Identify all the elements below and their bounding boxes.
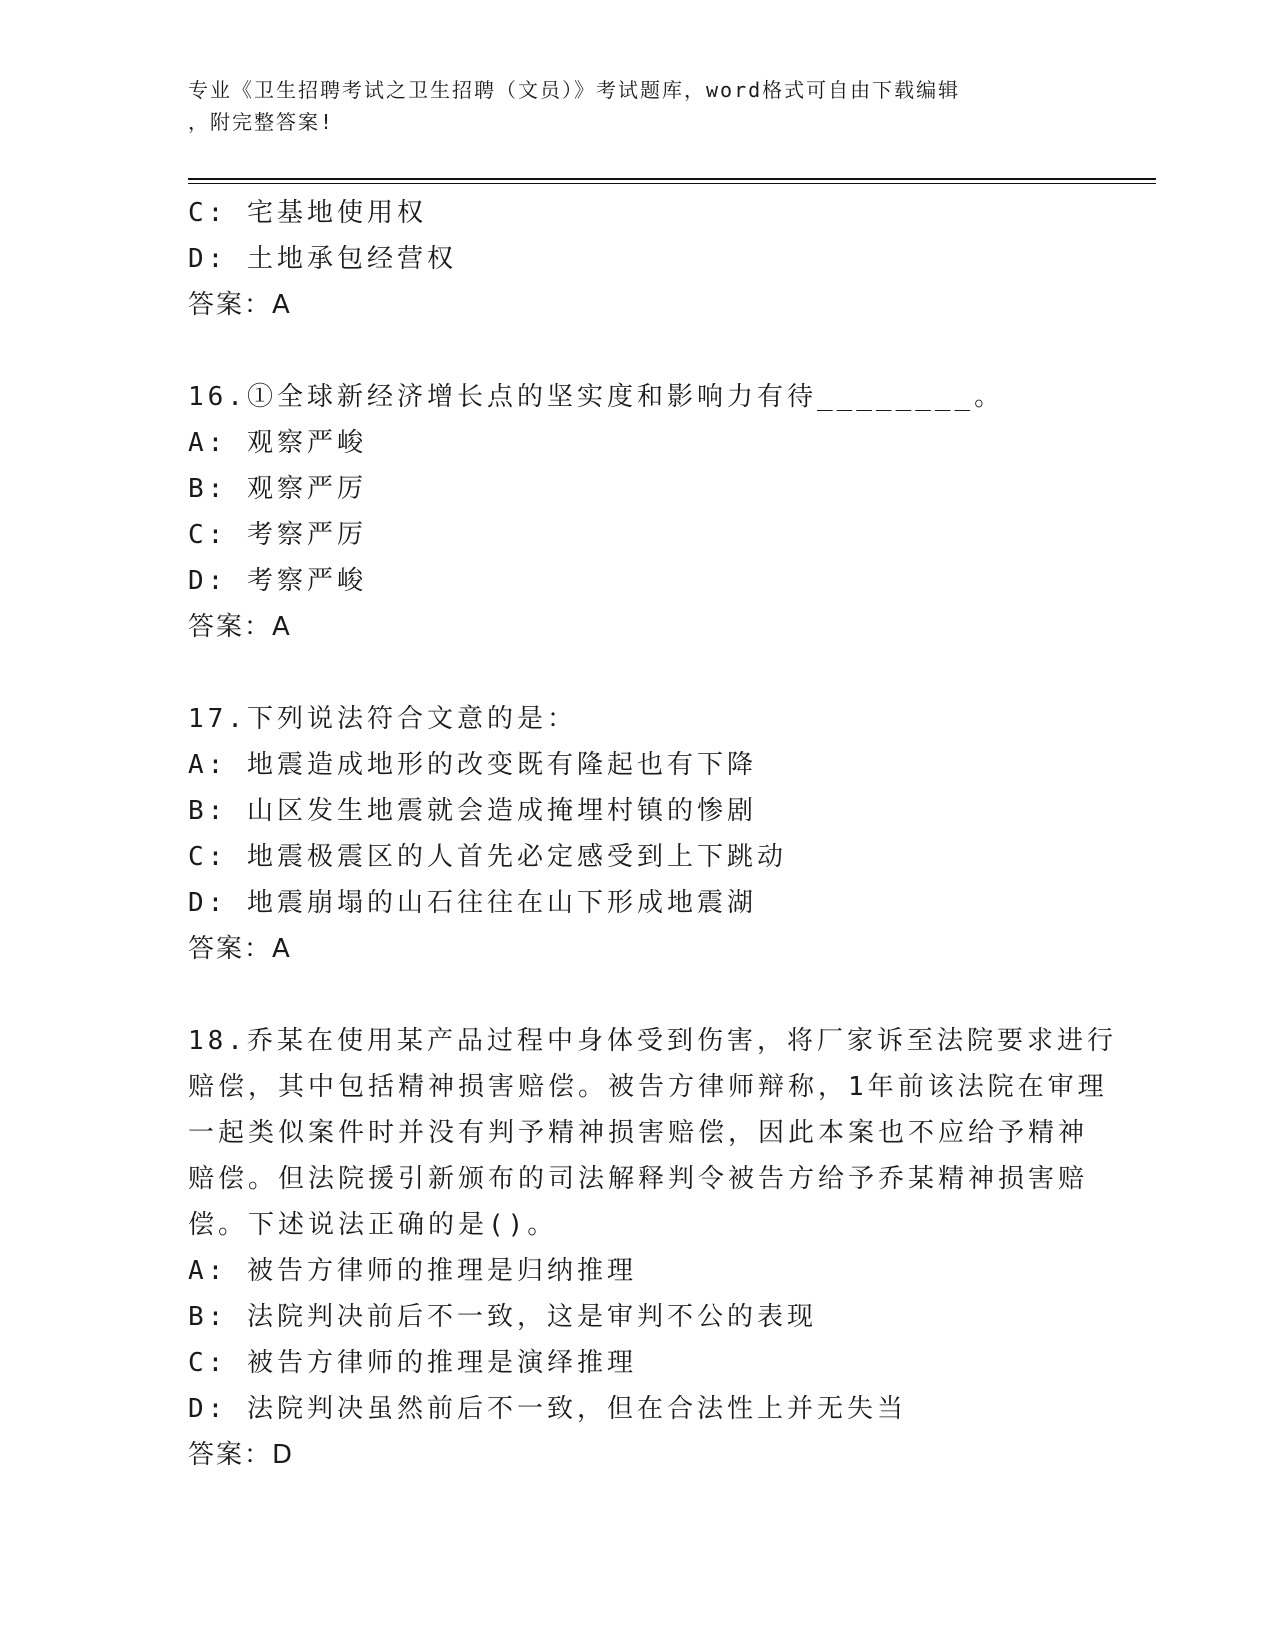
question-stem-line: 偿。下述说法正确的是()。 [188,1210,558,1240]
partial-question [188,190,1088,328]
option-c: C: 宅基地使用权 [188,198,427,228]
option-d: D: 考察严峻 [188,566,367,596]
question-stem-line: 赔偿。但法院援引新颁布的司法解释判令被告方给予乔某精神损害赔 [188,1164,1089,1194]
option-c: C: 考察严厉 [188,520,367,550]
answer: 答案：A [188,612,292,642]
header-rule-thin [188,183,1156,184]
question-16 [188,374,1088,650]
document-header [188,74,1088,138]
option-b: B: 法院判决前后不一致，这是审判不公的表现 [188,1302,817,1332]
option-a: A: 地震造成地形的改变既有隆起也有下降 [188,750,757,780]
question-stem-line: 赔偿，其中包括精神损害赔偿。被告方律师辩称，1年前该法院在审理 [188,1072,1108,1102]
question-stem: 17.下列说法符合文意的是： [188,704,577,734]
option-d: D: 地震崩塌的山石往往在山下形成地震湖 [188,888,757,918]
answer: 答案：A [188,934,292,964]
answer: 答案：A [188,290,292,320]
option-a: A: 观察严峻 [188,428,367,458]
question-stem: 16.①全球新经济增长点的坚实度和影响力有待________。 [188,382,1005,412]
question-stem-line: 一起类似案件时并没有判予精神损害赔偿，因此本案也不应给予精神 [188,1118,1089,1148]
option-b: B: 山区发生地震就会造成掩埋村镇的惨剧 [188,796,757,826]
question-list [188,190,1117,1478]
header-line-2: ，附完整答案! [188,110,335,134]
answer: 答案：D [188,1440,295,1470]
option-d: D: 土地承包经营权 [188,244,457,274]
option-c: C: 地震极震区的人首先必定感受到上下跳动 [188,842,787,872]
question-stem-line: 18.乔某在使用某产品过程中身体受到伤害，将厂家诉至法院要求进行 [188,1026,1117,1056]
header-line-1: 专业《卫生招聘考试之卫生招聘（文员）》考试题库，word格式可自由下载编辑 [188,78,961,102]
option-d: D: 法院判决虽然前后不一致，但在合法性上并无失当 [188,1394,907,1424]
header-rule-thick [188,178,1156,180]
option-c: C: 被告方律师的推理是演绎推理 [188,1348,637,1378]
option-a: A: 被告方律师的推理是归纳推理 [188,1256,637,1286]
question-18 [188,1018,1117,1478]
question-17 [188,696,1088,972]
option-b: B: 观察严厉 [188,474,367,504]
